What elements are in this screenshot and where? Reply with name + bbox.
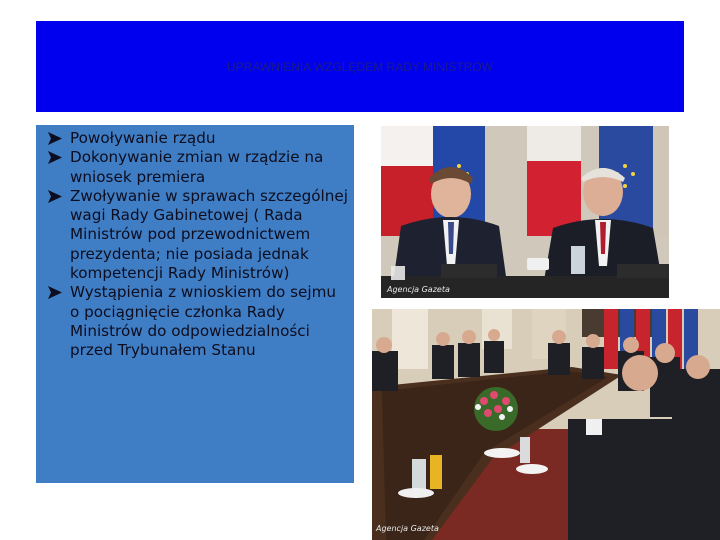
photo-two-officials [381, 126, 669, 298]
arrow-bullet-icon [48, 190, 62, 203]
photo-watermark: Agencja Gazeta [376, 524, 439, 533]
bullet-list [36, 125, 354, 361]
arrow-bullet-icon [48, 151, 62, 164]
arrow-bullet-icon [48, 286, 62, 299]
bullet-text: Powoływanie rządu [70, 129, 216, 147]
photo-cabinet-meeting [372, 309, 720, 540]
arrow-bullet-icon [48, 132, 62, 145]
bullet-item [48, 283, 348, 360]
bullet-panel [36, 125, 354, 483]
bullet-text: Zwoływanie w sprawach szczególnej wagi Rady Gabinetowej ( Rada Ministrów pod przewodnictwem prezydenta; nie posiada jednak kompetencji Rady Ministrów) [70, 186, 348, 283]
slide-title-banner [36, 21, 684, 112]
slide-title: UPRAWNIENIA WZGLĘDEM RADY MINISTRÓW [226, 59, 493, 74]
bullet-item [48, 129, 348, 148]
photo-watermark: Agencja Gazeta [387, 285, 450, 294]
bullet-text: Wystąpienia z wnioskiem do sejmu o pociągnięcie członka Rady Ministrów do odpowiedzialności przed Trybunałem Stanu [70, 283, 337, 360]
bullet-item [48, 148, 348, 187]
bullet-text: Dokonywanie zmian w rządzie na wniosek premiera [70, 148, 324, 186]
bullet-item [48, 187, 348, 283]
